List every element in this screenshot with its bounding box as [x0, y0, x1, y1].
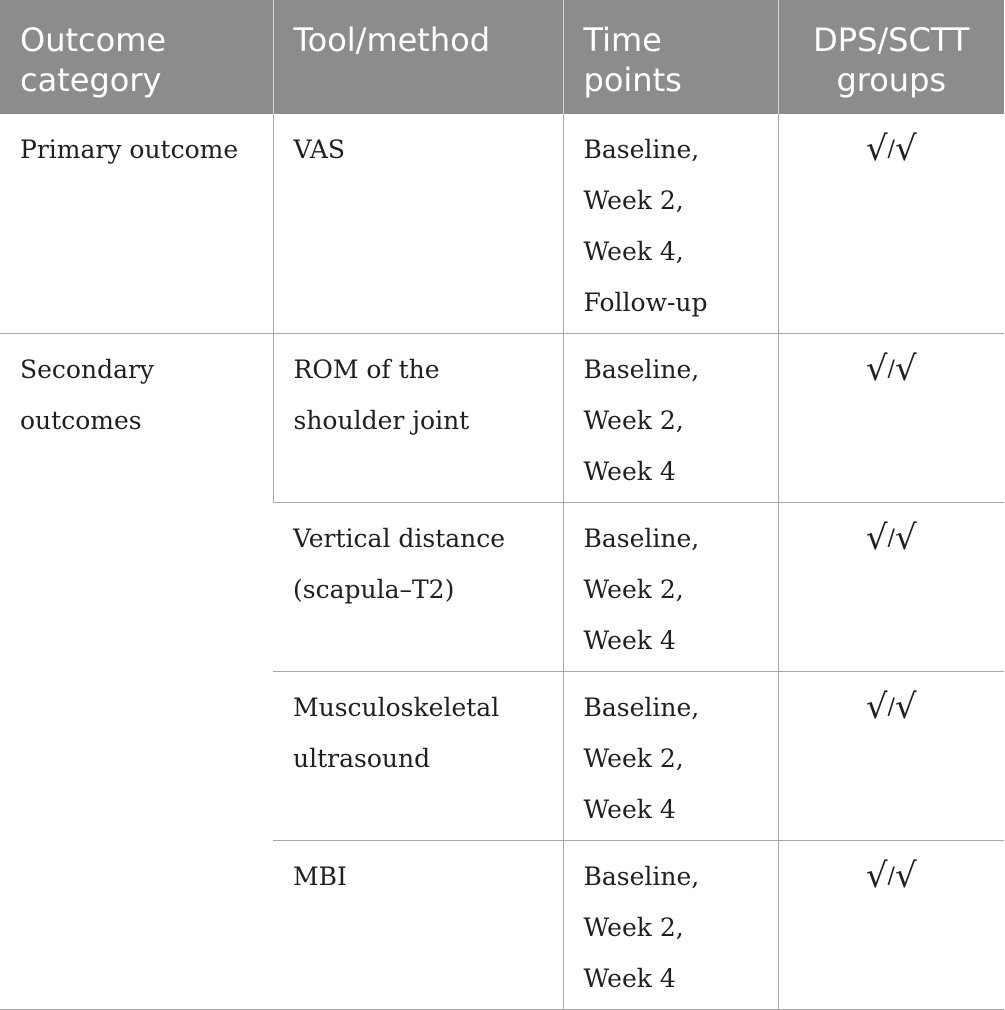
- category-cell-secondary: Secondary outcomes: [0, 334, 273, 1010]
- header-groups: DPS/SCTT groups: [778, 0, 1004, 114]
- check-icon: √: [894, 687, 917, 727]
- tool-cell: Vertical distance (scapula–T2): [273, 503, 563, 672]
- separator: /: [887, 137, 895, 162]
- header-row: [0, 0, 1004, 114]
- header-outcome-category: Outcome category: [0, 0, 273, 114]
- separator: /: [887, 526, 895, 551]
- separator: /: [887, 864, 895, 889]
- time-points-cell: Baseline, Week 2, Week 4: [563, 334, 778, 503]
- tool-cell: MBI: [273, 841, 563, 1010]
- header-time-points: Time points: [563, 0, 778, 114]
- groups-cell: [778, 841, 1004, 1010]
- groups-cell: [778, 114, 1004, 334]
- tool-cell: ROM of the shoulder joint: [273, 334, 563, 503]
- header-tool-method: Tool/method: [273, 0, 563, 114]
- check-icon: √: [894, 856, 917, 896]
- table-row: [0, 114, 1004, 334]
- check-icon: √: [894, 349, 917, 389]
- separator: /: [887, 357, 895, 382]
- check-icon: √: [894, 129, 917, 169]
- separator: /: [887, 695, 895, 720]
- check-icon: √: [894, 518, 917, 558]
- time-points-cell: Baseline, Week 2, Week 4: [563, 503, 778, 672]
- category-cell-primary: Primary outcome: [0, 114, 273, 334]
- check-icon: √: [865, 687, 888, 727]
- groups-cell: [778, 503, 1004, 672]
- table-row: [0, 334, 1004, 503]
- tool-cell: VAS: [273, 114, 563, 334]
- check-icon: √: [865, 349, 888, 389]
- time-points-cell: Baseline, Week 2, Week 4: [563, 672, 778, 841]
- check-icon: √: [865, 129, 888, 169]
- time-points-cell: Baseline, Week 2, Week 4: [563, 841, 778, 1010]
- groups-cell: [778, 672, 1004, 841]
- check-icon: √: [865, 518, 888, 558]
- time-points-cell: Baseline, Week 2, Week 4, Follow-up: [563, 114, 778, 334]
- tool-cell: Musculoskeletal ultrasound: [273, 672, 563, 841]
- groups-cell: [778, 334, 1004, 503]
- check-icon: √: [865, 856, 888, 896]
